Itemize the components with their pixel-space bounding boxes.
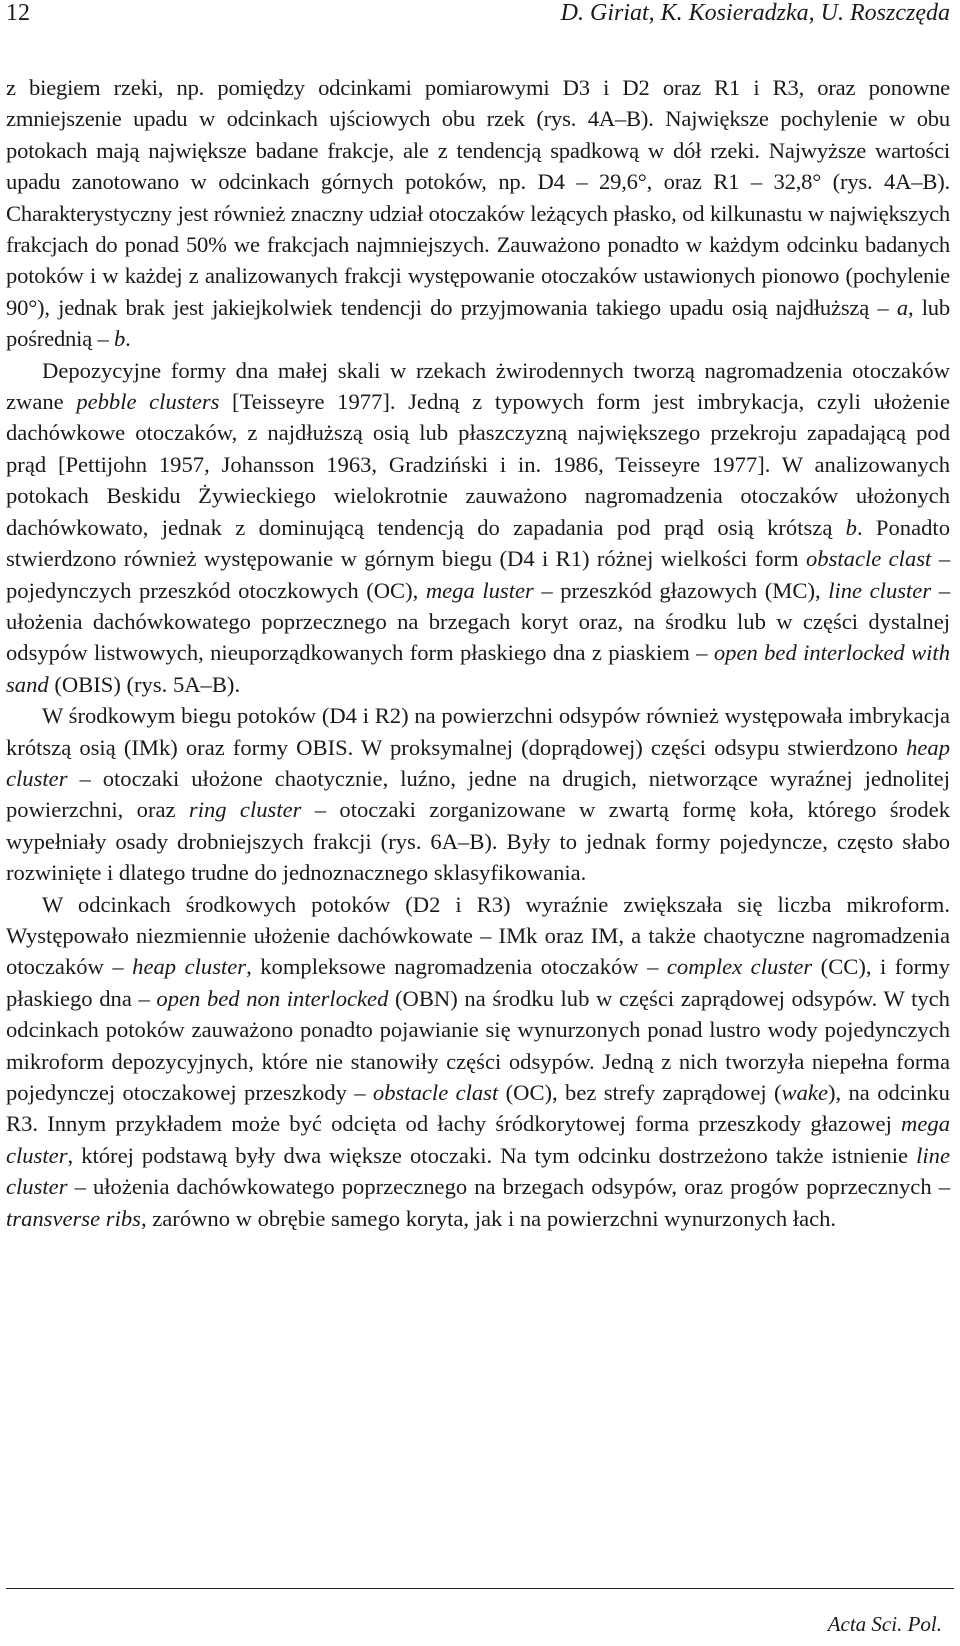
italic-term: ring cluster: [188, 797, 302, 823]
text-run: (CC), i formy płaskiego dna –: [6, 954, 950, 1011]
italic-term: mega luster –: [425, 577, 553, 603]
italic-term: b: [114, 326, 126, 352]
paragraph-4: [6, 889, 950, 1234]
article-body: [6, 72, 950, 1234]
italic-term: line cluster: [6, 1142, 950, 1200]
journal-name: Acta Sci. Pol.: [827, 1612, 942, 1636]
text-run: . Ponadto stwierdzono również występowanie w górnym biegu (D4 i R1) różnej wielkości form: [6, 514, 950, 572]
text-run: , kompleksowe nagromadzenia otoczaków –: [246, 954, 667, 980]
text-run: W środkowym biegu potoków (D4 i R2) na powierzchni odsypów również występowała imbrykacja krótszą osią (IMk) oraz formy OBIS. W proksymalnej (doprądowej) części odsypu stwierdzono: [6, 703, 950, 760]
italic-term: open bed non interlocked: [156, 985, 389, 1011]
page-header: [6, 0, 954, 40]
text-run: – otoczaki ułożone chaotycznie, luźno, jedne na drugich, nietworzące wyraźnej jednolitej powierzchni, oraz: [6, 765, 950, 823]
text-run: [Teisseyre 1977]. Jedną z typowych form jest imbrykacja, czyli ułożenie dachówkowe otoczaków, z najdłuższą osią lub płaszczyzną największego przekroju zapadającą pod prąd [Pettijohn 1957, Johansson 1963, Gradziński i in. 1986, Teisseyre 1977]. W analizowanych potokach Beskidu Żywieckiego wielokrotnie zauważono nagromadzenia otoczaków ułożonych dachówkowato, jednak z dominującą tendencją do zapadania pod prąd osią krótszą: [6, 389, 950, 540]
paragraph-2: [6, 355, 950, 700]
italic-term: complex cluster: [666, 954, 813, 980]
running-head-authors: D. Giriat, K. Kosieradzka, U. Roszczęda: [560, 0, 950, 26]
text-run: – ułożenia dachówkowatego poprzecznego na brzegach koryt oraz, na środku lub w części dystalnej odsypów listwowych, nieuporządkowanych form płaskiego dna z piaskiem –: [6, 577, 950, 666]
italic-term: pebble clusters: [76, 389, 220, 415]
italic-term: wake: [781, 1080, 828, 1105]
text-run: (OBIS) (rys. 5A–B).: [48, 671, 241, 697]
text-run: z biegiem rzeki, np. pomiędzy odcinkami pomiarowymi D3 i D2 oraz R1 i R3, oraz ponowne zmniejszenie upadu w odcinkach ujściowych obu rzek (rys. 4A–B). Największe pochylenie w obu potokach mają największe badane frakcje, ale z tendencją spadkową w dół rzeki. Najwyższe wartości upadu zanotowano w odcinkach górnych potoków, np. D4 – 29,6°, oraz R1 – 32,8° (rys. 4A–B). Charakterystyczny jest również znaczny udział otoczaków leżących płasko, od kilkunastu w największych frakcjach do ponad 50% we frakcjach najmniejszych. Zauważono ponadto w każdym odcinku badanych potoków i w każdej z analizowanych frakcji występowanie otoczaków ustawionych pionowo (pochylenie 90°), jednak brak jest jakiejkolwiek tendencji do przyjmowania takiego upadu osią najdłuższą –: [6, 75, 950, 320]
page-number: 12: [6, 0, 30, 26]
text-run: (OBN) na środku lub w części zaprądowej odsypów. W tych odcinkach potoków zauważono ponadto pojawianie się wynurzonych ponad lustro wody pojedynczych mikroform depozycyjnych, które nie stanowiły części odsypów. Jedną z nich tworzyła niepełna forma pojedynczej otoczakowej przeszkody –: [6, 985, 950, 1105]
text-run: przeszkód głazowych (MC),: [552, 577, 829, 603]
italic-term: b: [845, 514, 857, 540]
text-run: , zarówno w obrębie samego koryta, jak i na powierzchni wynurzonych łach.: [140, 1205, 837, 1231]
text-run: – pojedynczych przeszkód otoczkowych (OC),: [6, 546, 950, 603]
italic-term: transverse ribs: [6, 1205, 141, 1231]
text-run: – otoczaki zorganizowane w zwartą formę koła, którego środek wypełniały osady drobniejszych frakcji (rys. 6A–B). Były to jednak formy pojedyncze, często słabo rozwinięte i dlatego trudne do jednoznacznego sklasyfikowania.: [6, 797, 951, 886]
paragraph-1: [6, 72, 950, 355]
italic-term: heap cluster: [6, 734, 950, 791]
text-run: Depozycyjne formy dna małej skali w rzekach żwirodennych tworzą nagromadzenia otoczaków zwane: [6, 357, 950, 415]
text-run: .: [125, 326, 131, 352]
paragraph-3: [6, 700, 950, 888]
italic-term: obstacle clast: [805, 546, 932, 572]
italic-term: obstacle clast: [372, 1080, 499, 1105]
text-run: – ułożenia dachówkowatego poprzecznego na brzegach odsypów, oraz progów poprzecznych –: [67, 1174, 950, 1200]
italic-term: a: [896, 294, 908, 320]
italic-term: open bed interlocked with sand: [6, 640, 950, 697]
text-run: (OC), bez strefy zaprądowej (: [498, 1080, 782, 1105]
footer-rule: [6, 1588, 954, 1589]
text-run: ), na odcinku R3. Innym przykładem może być odcięta od łachy śródkorytowej forma przeszkody głazowej: [6, 1080, 950, 1137]
text-run: , której podstawą były dwa większe otoczaki. Na tym odcinku dostrzeżono także istnienie: [67, 1142, 917, 1168]
italic-term: heap cluster: [132, 954, 247, 980]
italic-term: line cluster: [828, 577, 932, 603]
text-run: , lub pośrednią –: [6, 294, 951, 352]
text-run: W odcinkach środkowych potoków (D2 i R3) wyraźnie zwiększała się liczba mikroform. Występowało niezmiennie ułożenie dachówkowate – IMk oraz IM, a także chaotyczne nagromadzenia otoczaków –: [6, 891, 950, 980]
italic-term: mega cluster: [6, 1111, 950, 1168]
